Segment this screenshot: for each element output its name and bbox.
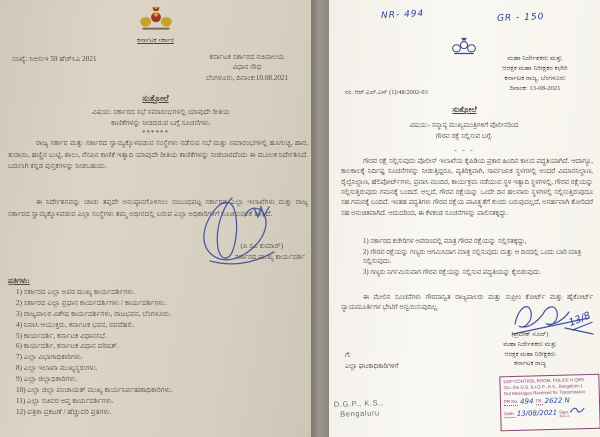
copy-item: ಎಲ್ಲಾ ಸಚಿವರ ಆಪ್ತ ಕಾರ್ಯದರ್ಶಿಗಳು. <box>27 396 114 405</box>
signatory-block <box>470 330 590 369</box>
copy-item: ರಾಜ್ಯಪಾಲರ ವಿಶೇಷ ಕಾರ್ಯದರ್ಶಿಗಳು, ರಾಜಭವನ, ಬೆಂಗಳೂರು. <box>23 309 172 318</box>
signatory-designation: ಆರಕ್ಷಕ ಮಹಾ ನಿರೀಕ್ಷಕರು <box>504 350 556 358</box>
office-line: ಕರ್ನಾಟಕ ಸರ್ಕಾರದ ಸಚಿವಾಲಯ <box>209 53 285 61</box>
body-paragraph-2: ಈ ನಿರ್ದೇಶನವನ್ನು ಚಾಚು ತಪ್ಪದೇ ಅನುಷ್ಠಾನಗೊಳಿಸಲು ಸಂಬಂಧಪಟ್ಟ ಸರ್ಕಾರದ ಎಲ್ಲಾ ಇಲಾಖೆಗಳು ಮತ್ತು ರಾಜ್ಯ ಸರ್ಕಾರದ ಸ್ವಾಮ್ಯಕ್ಕೊಳಪಡುವ ಎಲ್ಲಾ ಸಂಸ್ಥೆಗಳು ತಮ್ಮ ಅಧೀನದಲ್ಲಿ ಬರುವ ಎಲ್ಲಾ ಅಧಿಕಾರಿಗಳಿಗೆ ಸೂಚಿಸುವಂತೆ ತಿಳಿಸಿದೆ. <box>8 198 308 218</box>
stamp-pr-row <box>504 397 596 406</box>
copy-item: ಎಲ್ಲಾ ಜಿಲ್ಲಾಧಿಕಾರಿಗಳು. <box>23 375 78 383</box>
closing-paragraph: ಈ ಮೇಲಿನ ಸೂಚನೆಗಳು ಗೌರವಾನ್ವಿತ ರಾಜ್ಯಪಾಲರು ಮತ್ತು ಸುಪ್ರೀಂ ಕೋರ್ಟ್ ಮತ್ತು ಹೈಕೋರ್ಟ್ ನ್ಯಾಯಮೂರ್ತಿಗಳ ಭೇಟಿಗೆ ಅನ್ವಯಿಸುವುದಿಲ್ಲ. <box>341 294 593 312</box>
stamp-sign-label: Sign. <box>559 409 570 415</box>
subject-line: ವಿಷಯ: ಸರ್ಕಾರದ ಸಭೆ ಸಮಾರಂಭಗಳಲ್ಲಿ ಯಾವುದೇ ರೀತಿಯ <box>92 108 230 116</box>
body-paragraph: ಗೌರವ ರಕ್ಷೆ ಸಲ್ಲಿಸುವುದು ಪೊಲೀಸ್ ಇಲಾಖೆಯ ಕೈಪಿಡಿಯ ಪ್ರಕಾರ ಹಿಂದಿನ ಕಾಲದ ಪದ್ಧತಿಯಾಗಿದೆ. ಆದಾಗ್ಯೂ, ಕಾಲಕಾಲಕ್ಕೆ ನಿರ್ದಿಷ್ಟ ಸೂಚನೆಗಳನ್ನು ನೀಡುತ್ತಿದ್ದರೂ, ವ್ಯತಿರಿಕ್ತವಾಗಿ, ಸಾರ್ವಜನಿಕ ಸ್ಥಳಗಳಲ್ಲಿ ಅಂದರೆ ವಿಮಾನನಿಲ್ದಾಣ, ರೈಲ್ವೆನಿಲ್ದಾಣ, ಹೆಲಿಪೋರ್ಟ್‌ಗಳು, ಪ್ರವಾಸಿ ಮಂದಿರ, ಕಾರ್ಯಕ್ರಮ ನಡೆಯುವ ಸ್ಥಳ ಇತ್ಯಾದಿ ಸ್ಥಳಗಳಲ್ಲಿ, ಗೌರವ ರಕ್ಷೆಯನ್ನು ಸಲ್ಲಿಸುತ್ತಿರುವುದು ಗಮನಕ್ಕೆ ಬಂದಿದೆ. ಅಲ್ಲದೆ, ಗೌರವ ರಕ್ಷೆಯನ್ನು ಒಂದೇ ದಿನ ಹಲವಾರು ಸ್ಥಳಗಳಲ್ಲಿ ಸಲ್ಲಿಸುತ್ತಿರುವುದೂ ಸಹ ಗಮನಕ್ಕೆ ಬಂದಿದೆ. ಇಂತಹ ಪದ್ಧತಿಗಳು ಗೌರವ ರಕ್ಷೆಯ ಪಾವಿತ್ರ್ಯತೆಗೆ ಕುಂದು ಬರುವುದಲ್ಲದೆ, ಅನರ್ಹವಾಗಿ ತೋರಿದರೆ ಸಹ ಅನುಚಿತವಾಗಿದೆ. ಆದುದರಿಂದ, ಈ ಕೆಳಕಂಡ ಸೂಚನೆಗಳನ್ನು ಪಾಲಿಸತಕ್ಕದ್ದು. <box>341 158 593 217</box>
copy-item: ಪತ್ರಿಕಾ ಪ್ರಕಟಣೆ / ಹೆಚ್ಚುವರಿ ಪ್ರತಿಗಳು. <box>27 407 112 416</box>
right-document <box>329 0 600 437</box>
copies-list <box>16 288 306 419</box>
handwritten-file-number: NR- 494 <box>380 8 425 22</box>
copy-item: ಎಲ್ಲಾ ಇಲಾಖಾ ಮುಖ್ಯಸ್ಥರುಗಳು. <box>23 364 98 373</box>
instruction-item: ಸರ್ಕಾರದ ಕಚೇರಿಗಳ ಆವರಣದಲ್ಲಿ ಮಾತ್ರ ಗೌರವ ರಕ್ಷೆಯನ್ನು ಸಲ್ಲಿಸತಕ್ಕದ್ದು, <box>370 238 527 245</box>
signatory-name: (ಪ್ರವೀಣ್ ಸೂದ್) <box>511 331 549 338</box>
control-room-received-stamp <box>499 374 600 432</box>
circular-number: ನಂ. ಆರ್.ಎಲ್.ಎನ್ (1)/48/2002-03 <box>345 89 428 96</box>
gov-title: ಕರ್ನಾಟಕ ಸರ್ಕಾರ <box>137 37 174 44</box>
issuing-office-block <box>191 52 303 83</box>
circular-number: ಸಂಖ್ಯೆ: ಸಿಆಸುಇ 59 ಹೆಚ್‌ಸಿಎ 2021 <box>12 55 97 63</box>
signatory-designation: ಮಹಾ ನಿರ್ದೇಶಕರು ಮತ್ತು <box>503 340 557 348</box>
circular-title: ಸುತ್ತೋಲೆ <box>142 93 169 103</box>
handwritten-date: 13/8 <box>567 310 593 329</box>
office-line: ದಿನಾಂಕ: 13-08-2021 <box>509 85 561 93</box>
copy-item: ನಿವಾಸಿ ಆಯುಕ್ತರು, ಕರ್ನಾಟಕ ಭವನ, ನವದೆಹಲಿ. <box>23 320 135 329</box>
to-label: ಗೆ: <box>345 352 351 359</box>
instruction-item: ಗೌರವ ರಕ್ಷೆಯನ್ನು ಗಣ್ಯರು ಆಗಮಿಸಿದಾಗ ಮಾತ್ರ ಸಲ್ಲಿಸುವುದು ಮತ್ತು ಆ ದಿನದಲ್ಲಿ ಒಂದು ಬಾರಿ ಮಾತ್ರ ಸಲ್ಲಿಸುವುದು. <box>363 249 582 266</box>
stamp-pr-label: PR No. <box>503 398 519 405</box>
stamp-date-value: 13/08/2021 <box>516 408 558 418</box>
subject-block <box>359 121 569 142</box>
dgp-stamp-line: D.G.P., K.S., <box>333 398 384 409</box>
karnataka-state-emblem-icon <box>138 5 174 35</box>
signatory-name: (ಪಿ ರವಿ ಕುಮಾರ್) <box>240 242 283 250</box>
stamp-signature-scribble <box>569 406 585 416</box>
office-line: ಬೆಂಗಳೂರು, ದಿನಾಂಕ:10.08.2021 <box>205 73 289 82</box>
subject-block <box>55 107 267 129</box>
office-line: ಮಹಾ ನಿರ್ದೇಶಕರು ಮತ್ತು <box>507 55 563 62</box>
body-paragraph-1: ರಾಜ್ಯ ಸರ್ಕಾರ ಮತ್ತು ಸರ್ಕಾರದ ಸ್ವಾಮ್ಯಕ್ಕೊಳಪಡುವ ಸಂಸ್ಥೆಗಳು ನಡೆಸುವ ಸಭೆ ಮತ್ತು ಸಮಾರಂಭಗಳಲ್ಲಿ ಹೂಗುಚ್ಛ, ಹಾರ, ತುರಾಯಿ, ಹಣ್ಣಿನ ಬುಟ್ಟಿ, ಶಾಲು, ನೆನಪಿನ ಕಾಣಿಕೆ ಇತ್ಯಾದಿ ಯಾವುದೇ ರೀತಿಯ ಕಾಣಿಕೆಗಳನ್ನು ನೀಡಬಾರದೆಂದು ಈ ಮೂಲಕ ನಿರ್ದೇಶಿಸಿದೆ. ಬದಲಾಗಿ ಕನ್ನಡ ಪುಸ್ತಕಗಳನ್ನು ನೀಡಬಹುದು. <box>8 139 308 171</box>
stamp-pr-value: 494 <box>520 397 534 406</box>
stamp-date-row <box>504 406 596 418</box>
copy-item: ಸರ್ಕಾರದ ಎಲ್ಲಾ ಅಪರ ಮುಖ್ಯ ಕಾರ್ಯದರ್ಶಿಗಳು. <box>23 288 136 296</box>
copy-item: ಸರ್ಕಾರದ ಎಲ್ಲಾ ಪ್ರಧಾನ ಕಾರ್ಯದರ್ಶಿಗಳು / ಕಾರ್ಯದರ್ಶಿಗಳು. <box>23 298 167 307</box>
copy-item: ಕಾರ್ಯದರ್ಶಿ, ಕರ್ನಾಟಕ ವಿಧಾನ ಪರಿಷತ್. <box>23 342 119 351</box>
stamp-line: O/o. the D.G. & I.G.P., K.S., Bangalore-1 <box>503 383 583 391</box>
office-line: ವಿಧಾನ ಸೌಧ <box>232 63 262 72</box>
copies-heading: ಪ್ರತಿಗಳು: <box>8 276 30 285</box>
separator-dashes: - - - <box>454 146 475 154</box>
circular-title: ಸುತ್ತೋಲೆ <box>452 105 477 114</box>
signatory-designation: ಕರ್ನಾಟಕ ರಾಜ್ಯ <box>514 360 546 368</box>
instructions-list <box>363 238 585 280</box>
addressee-block <box>345 351 398 373</box>
signatory-designation: ಸರ್ಕಾರದ ಮುಖ್ಯ ಕಾರ್ಯದರ್ಶಿ <box>234 253 305 261</box>
instruction-item: ಗಣ್ಯರು ನಿರ್ಗಮಿಸುವಾಗ ಗೌರವ ರಕ್ಷೆಯನ್ನು ಸಲ್ಲಿಸುವ ಪದ್ಧತಿಯನ್ನು ಕೈಬಿಡುವುದು. <box>370 269 541 277</box>
scan-seam <box>311 0 329 437</box>
dgp-office-stamp <box>334 398 384 420</box>
subject-line: ಗೌರವ ರಕ್ಷೆ ಸಲ್ಲಿಸುವ ಬಗ್ಗೆ. <box>435 132 493 140</box>
copy-item: ಎಲ್ಲಾ ಜಿಲ್ಲಾ ಪಂಚಾಯತ್ ಮುಖ್ಯ ಕಾರ್ಯನಿರ್ವಹಣಾಧಿಕಾರಿಗಳು. <box>27 385 173 394</box>
issuing-office-block <box>476 54 594 94</box>
copy-item: ಎಲ್ಲಾ ವಿಭಾಗಾಧಿಕಾರಿಗಳು. <box>23 353 83 362</box>
police-office-emblem-icon <box>451 35 477 59</box>
copy-item: ಕಾರ್ಯದರ್ಶಿ, ಕರ್ನಾಟಕ ವಿಧಾನಸಭೆ. <box>23 331 107 340</box>
dgp-stamp-line: Bengaluru <box>340 408 380 419</box>
stamp-tr-label: TR. <box>535 398 543 404</box>
stamp-line: DGP CONTROL ROOM, POLICE H.QRS. <box>503 377 586 385</box>
stamp-tr-value: 2622 N <box>544 396 570 405</box>
stamp-date-label: Date. <box>504 410 515 417</box>
to-value: ಎಲ್ಲಾ ಘಟಕಾಧಿಕಾರಿಗಳಿಗೆ <box>345 362 399 370</box>
stamp-line: Out Messages Received for Transmission <box>503 388 586 397</box>
office-line: ಆರಕ್ಷಕ ಮಹಾ ನಿರೀಕ್ಷಕರ ಕಛೇರಿ <box>502 65 568 73</box>
subject-line: ಕಾಣಿಕೆಗಳನ್ನು ನೀಡದಿರುವ ಬಗ್ಗೆ ಸೂಚನೆಗಳು. <box>111 119 211 128</box>
separator-stars: ****** <box>142 129 169 137</box>
subject-line: ವಿಷಯ:- ಸನ್ಮಾನ್ಯ ಮುಖ್ಯಮಂತ್ರಿಗಳಿಗೆ ಪೊಲೀಸರಿಂದ <box>409 122 519 129</box>
office-line: ಕರ್ನಾಟಕ ರಾಜ್ಯ, ಬೆಂಗಳೂರು <box>504 75 566 83</box>
handwritten-file-number: GR - 150 <box>496 12 545 24</box>
